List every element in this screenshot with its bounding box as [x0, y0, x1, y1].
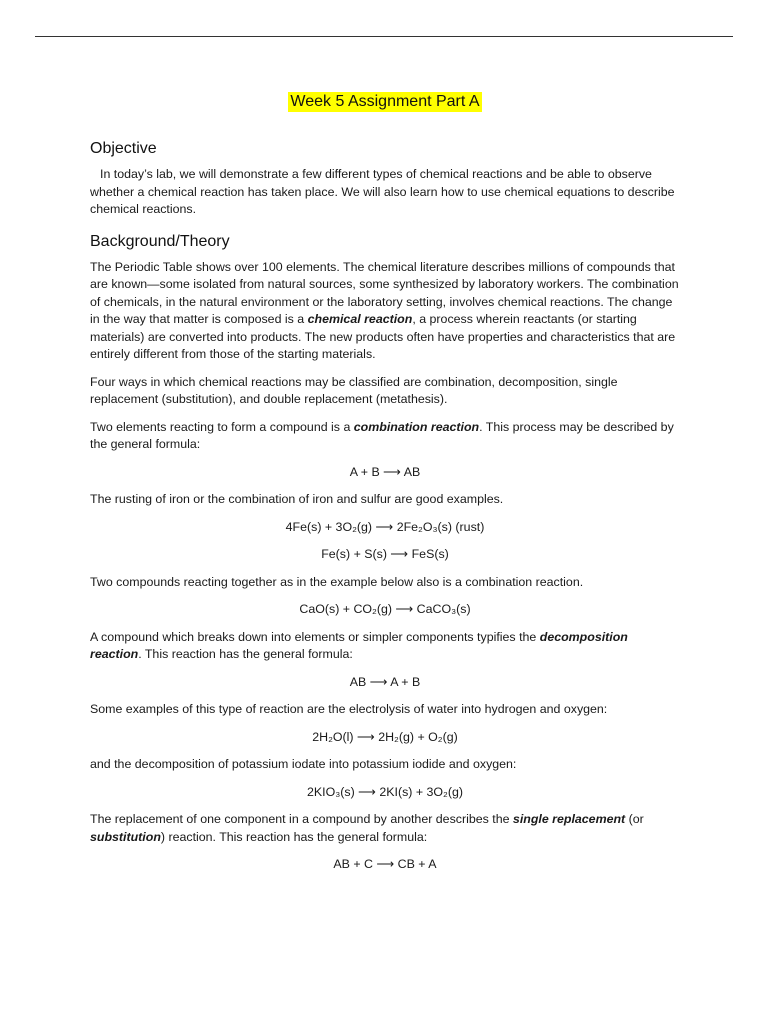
title-wrap: [90, 92, 680, 112]
equation-general-decomposition: AB ⟶ A + B: [349, 674, 421, 689]
paragraph-potassium-iodate: and the decomposition of potassium iodate into potassium iodide and oxygen:: [90, 757, 517, 771]
text: The Periodic Table shows over 100 elements. The chemical literature describes millions of compounds that are known—some isolated from natural sources, some synthesized by laboratory workers. The combination of chemicals, in the natural environment or the laboratory setting, involves chemical reactions. The change in the way that matter is composed is a: [90, 259, 679, 326]
equation-rust: 4Fe(s) + 3O₂(g) ⟶ 2Fe₂O₃(s) (rust): [285, 519, 485, 534]
paragraph-periodic-table: [90, 259, 680, 364]
term-single-replacement: single replacement: [512, 812, 626, 826]
term-substitution: substitution: [90, 829, 161, 844]
document-page: [90, 92, 680, 884]
background-heading: Background/Theory: [90, 232, 230, 250]
text: . This process may be described by the general formula:: [90, 419, 674, 451]
equation-calcium-carbonate: CaO(s) + CO₂(g) ⟶ CaCO₃(s): [299, 602, 471, 616]
paragraph-classification: Four ways in which chemical reactions may be classified are combination, decomposition, single replacement (substitution), and double replacement (metathesis).: [90, 374, 618, 406]
equation-electrolysis: 2H₂O(l) ⟶ 2H₂(g) + O₂(g): [312, 729, 458, 744]
text: . This reaction has the general formula:: [138, 647, 353, 661]
document-title: Week 5 Assignment Part A: [290, 93, 480, 110]
paragraph-electrolysis: Some examples of this type of reaction are the electrolysis of water into hydrogen and oxygen:: [90, 702, 608, 716]
term-chemical-reaction: chemical reaction: [307, 312, 413, 326]
paragraph-rusting: The rusting of iron or the combination of iron and sulfur are good examples.: [90, 492, 504, 506]
equation-potassium-iodate: 2KIO₃(s) ⟶ 2KI(s) + 3O₂(g): [306, 784, 464, 799]
text: The replacement of one component in a compound by another describes the: [90, 812, 513, 826]
text: (or: [625, 812, 644, 826]
paragraph-decomposition: [90, 629, 680, 664]
paragraph-combination: [90, 419, 680, 454]
text: ) reaction. This reaction has the general formula:: [160, 829, 428, 844]
paragraph-single-replacement: [90, 811, 680, 846]
paragraph-two-compounds: Two compounds reacting together as in the example below also is a combination reaction.: [90, 574, 584, 589]
equation-iron-sulfur: Fe(s) + S(s) ⟶ FeS(s): [321, 547, 449, 561]
term-combination-reaction: combination reaction: [353, 419, 480, 434]
text: Two elements reacting to form a compound is a: [90, 419, 354, 434]
text: A compound which breaks down into elements or simpler components typifies the: [90, 629, 540, 644]
objective-text: In today’s lab, we will demonstrate a few different types of chemical reactions and be able to observe whether a chemical reaction has taken place. We will also learn how to use chemical equations to describe chemical reactions.: [90, 167, 675, 216]
term-decomposition-reaction: decomposition reaction: [90, 629, 628, 661]
equation-general-single-replacement: AB + C ⟶ CB + A: [333, 857, 437, 871]
objective-heading: Objective: [90, 140, 157, 157]
text: , a process wherein reactants (or starting materials) are converted into products. The new products often have properties and characteristics that are entirely different from those of the starting materials.: [90, 312, 676, 361]
equation-general-combination: A + B ⟶ AB: [349, 464, 421, 479]
header-rule: [35, 36, 733, 37]
